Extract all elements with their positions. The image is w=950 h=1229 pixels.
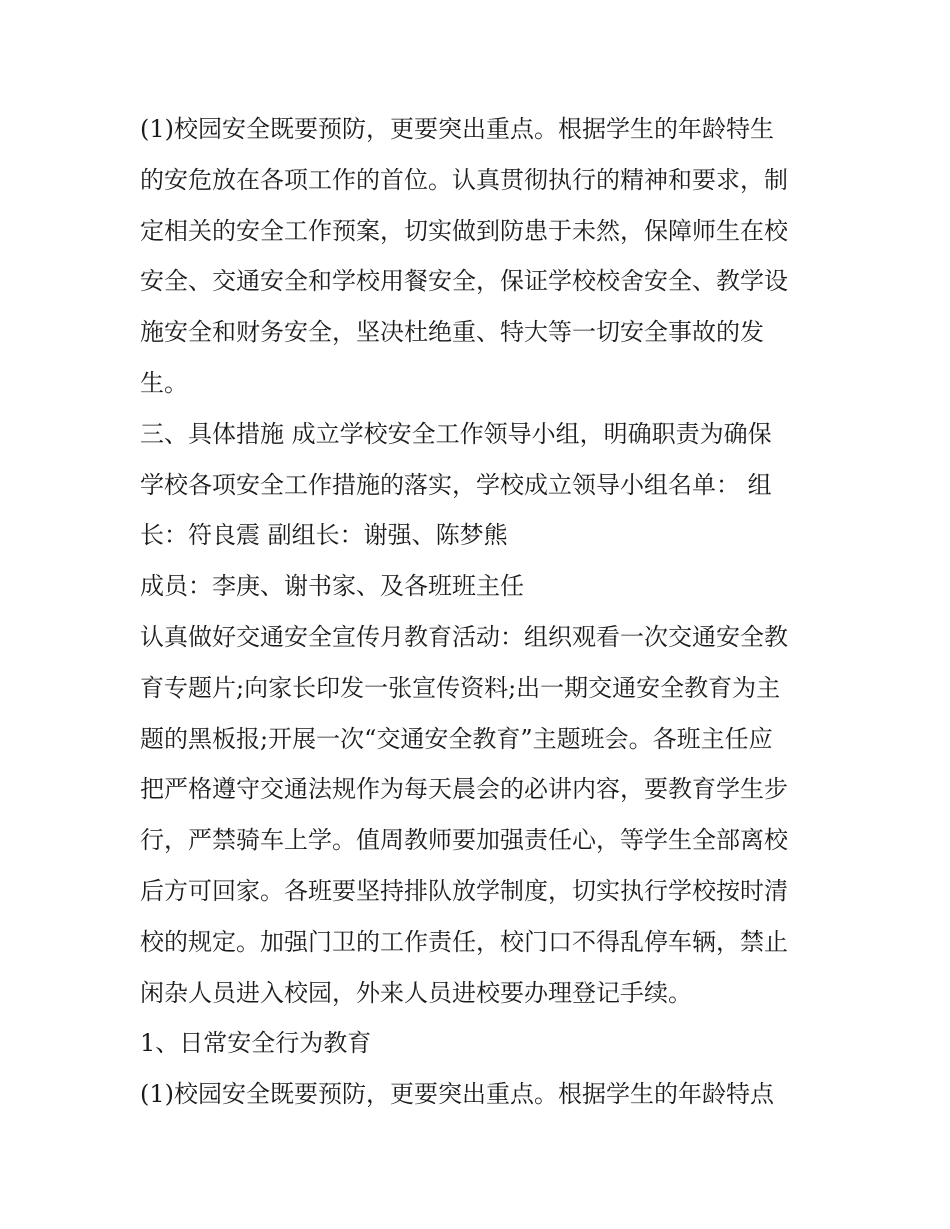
section-heading-measures: 三、具体措施 成立学校安全工作领导小组，明确职责为确保 (140, 419, 772, 448)
text-line-2: 的安危放在各项工作的首位。认真贯彻执行的精神和要求，制 (140, 165, 788, 194)
text-line-20: (1)校园安全既要预防，更要突出重点。根据学生的年龄特点 (140, 1080, 774, 1109)
text-line-8: 学校各项安全工作措施的落实，学校成立领导小组名单： 组 (140, 470, 772, 499)
text-line-18: 闲杂人员进入校园，外来人员进校要办理登记手续。 (140, 978, 692, 1007)
text-line-15: 行，严禁骑车上学。值周教师要加强责任心，等学生全部离校 (140, 826, 788, 855)
document-body (140, 104, 820, 1120)
member-list-line: 成员：李庚、谢书家、及各班班主任 (140, 572, 524, 601)
leader-list-line: 长：符良震 副组长：谢强、陈梦熊 (140, 521, 508, 550)
text-line-11: 认真做好交通安全宣传月教育活动：组织观看一次交通安全教 (140, 622, 788, 651)
text-line-5: 施安全和财务安全，坚决杜绝重、特大等一切安全事故的发 (140, 318, 764, 347)
text-line-4: 安全、交通安全和学校用餐安全，保证学校校舍安全、教学设 (140, 267, 788, 296)
text-line-3: 定相关的安全工作预案，切实做到防患于未然，保障师生在校 (140, 216, 788, 245)
text-line-14: 把严格遵守交通法规作为每天晨会的必讲内容，要教育学生步 (140, 775, 788, 804)
subheading-daily-safety: 1、日常安全行为教育 (140, 1029, 372, 1058)
text-line-6: 生。 (140, 368, 188, 397)
text-line-16: 后方可回家。各班要坚持排队放学制度，切实执行学校按时清 (140, 876, 788, 905)
text-line-1: (1)校园安全既要预防，更要突出重点。根据学生的年龄特生 (140, 115, 774, 143)
text-line-12: 育专题片;向家长印发一张宣传资料;出一期交通安全教育为主 (140, 673, 781, 702)
text-line-17: 校的规定。加强门卫的工作责任，校门口不得乱停车辆，禁止 (140, 927, 788, 956)
text-line-13: 题的黑板报;开展一次“交通安全教育”主题班会。各班主任应 (140, 724, 773, 753)
